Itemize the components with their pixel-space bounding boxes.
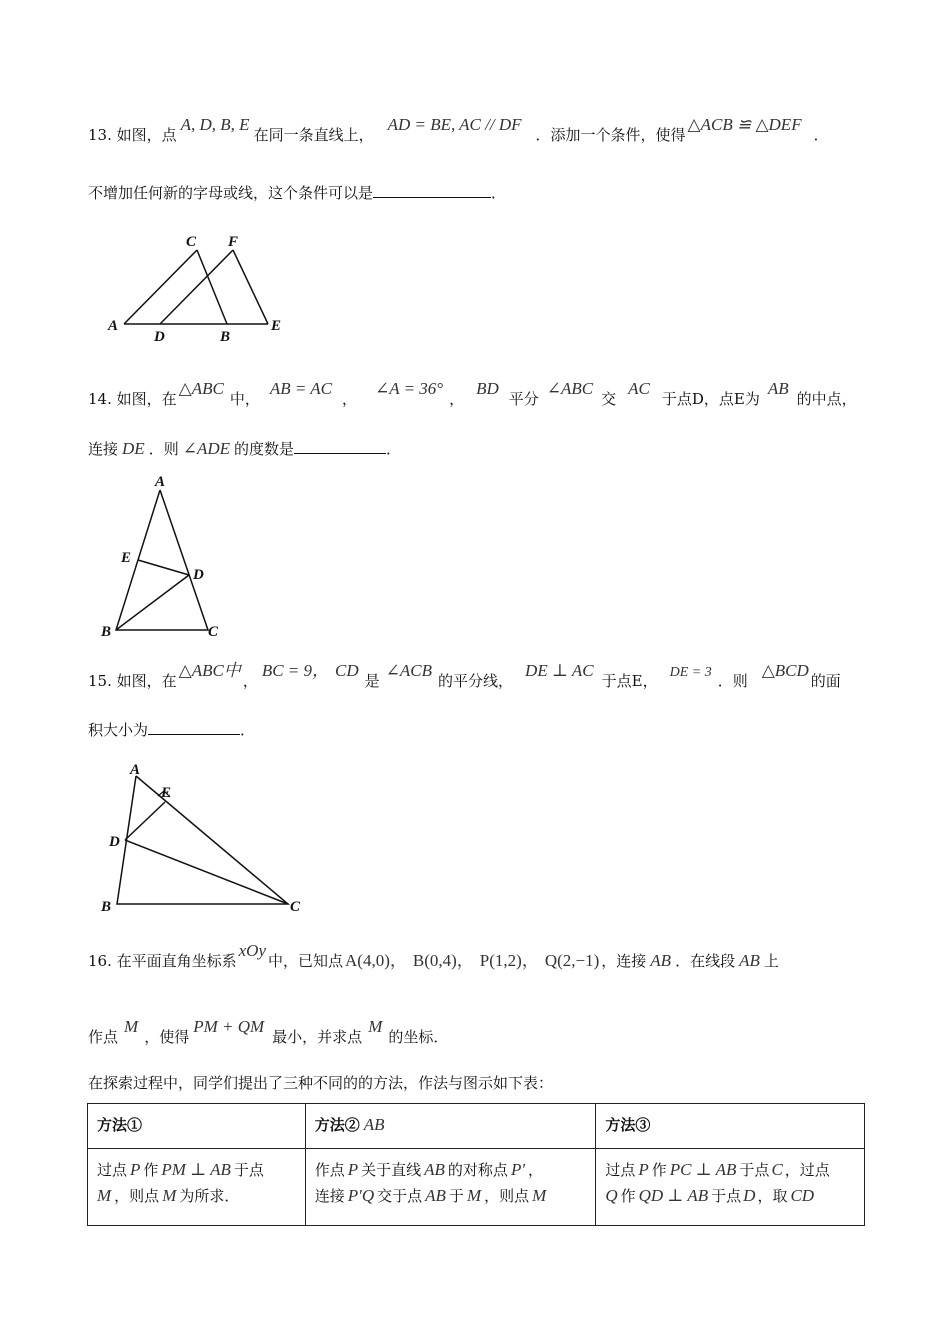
q13-figure xyxy=(100,228,300,348)
q16-text-min: 最小，并求点 xyxy=(272,1028,363,1046)
q13-line2 xyxy=(88,180,506,206)
m3-m2: PC ⊥ AB xyxy=(669,1160,737,1179)
m2-m6: AB xyxy=(425,1186,446,1205)
method1-label: 方法① xyxy=(97,1116,143,1134)
m3-t6: 于点 xyxy=(711,1187,742,1205)
q15-text-then: ．则 xyxy=(717,672,748,690)
q15-figure xyxy=(96,758,316,920)
q14-number: 14. 如图，在 xyxy=(88,390,177,408)
method2-ab: AB xyxy=(363,1115,385,1134)
q13-text-add: ．添加一个条件，使得 xyxy=(535,126,686,144)
q15-answer-blank[interactable] xyxy=(148,720,240,735)
m2-m5: P′Q xyxy=(347,1186,375,1205)
m1-t2: 作 xyxy=(143,1161,159,1179)
label-A: A xyxy=(130,762,141,778)
m1-t1: 过点 xyxy=(97,1161,128,1179)
q13-answer-blank[interactable] xyxy=(373,183,491,198)
m1-t4: ，则点 xyxy=(114,1187,160,1205)
q14-period: ． xyxy=(386,440,402,458)
q15-text-area: 的面 xyxy=(810,672,841,690)
q14-text-mid: 的中点， xyxy=(796,390,857,408)
q15-bc: BC = 9， xyxy=(261,661,330,680)
m3-m1: P xyxy=(638,1160,649,1179)
q15-text-is: 是 xyxy=(364,672,380,690)
q14-de: DE xyxy=(122,439,145,458)
m3-m7: CD xyxy=(790,1186,815,1205)
q14-text-point: 于点D，点E为 xyxy=(661,390,760,408)
q14-ac: AC xyxy=(628,379,650,398)
q16-text-shide: ，使得 xyxy=(144,1028,190,1046)
q16-point-q: Q(2,−1) xyxy=(544,951,600,970)
q15-number: 15. 如图，在 xyxy=(88,672,177,690)
m2-t7: 于 xyxy=(448,1187,464,1205)
m2-m3: P′ xyxy=(510,1160,526,1179)
q14-angle-ade: ∠ADE xyxy=(182,439,230,458)
m3-t2: 作 xyxy=(651,1161,667,1179)
q16-line1 xyxy=(88,941,779,978)
q14-comma: ， xyxy=(341,390,357,408)
label-B: B xyxy=(101,624,112,640)
method1-header xyxy=(88,1104,306,1149)
label-F: F xyxy=(228,234,239,250)
q14-text-connect: 连接 xyxy=(88,440,119,458)
q15-text-at: 于点E， xyxy=(601,672,658,690)
m1-m1: P xyxy=(130,1160,141,1179)
q16-text-zuodian: 作点 xyxy=(88,1028,119,1046)
m3-m5: QD ⊥ AB xyxy=(638,1186,709,1205)
q15-triangle-bcd: △BCD xyxy=(761,661,809,680)
m2-t8: ，则点 xyxy=(484,1187,530,1205)
q14-bd: BD xyxy=(476,379,499,398)
q14-text-deg: 的度数是 xyxy=(234,440,295,458)
q16-intro: 在探索过程中，同学们提出了三种不同的的方法，作法与图示如下表： xyxy=(88,1074,554,1092)
q16-point-p: P(1,2)， xyxy=(479,951,539,970)
q15-line1 xyxy=(88,661,841,698)
q14-angle-a: ∠A = 36° xyxy=(375,379,444,398)
m2-m8: M xyxy=(532,1186,547,1205)
m2-t5: 连接 xyxy=(314,1187,345,1205)
q16-m2: M xyxy=(368,1017,383,1036)
q14-text-bisect: 平分 xyxy=(508,390,539,408)
q13-number: 13. 如图，点 xyxy=(88,126,177,144)
q13-points: A, D, B, E xyxy=(180,115,250,134)
q16-text-coord: 的坐标． xyxy=(388,1028,449,1046)
m2-m2: AB xyxy=(424,1160,445,1179)
label-C: C xyxy=(290,899,301,915)
q14-text-jiao: 交 xyxy=(601,390,617,408)
q13-condition: AD = BE, AC // DF xyxy=(387,115,522,134)
label-A: A xyxy=(108,318,119,334)
m3-m4: Q xyxy=(605,1186,618,1205)
m3-t5: 作 xyxy=(620,1187,636,1205)
m3-t7: ，取 xyxy=(757,1187,788,1205)
m1-t5: 为所求． xyxy=(179,1187,240,1205)
m1-m3: M xyxy=(97,1186,112,1205)
m3-m6: D xyxy=(743,1186,756,1205)
q15-text-bis: 的平分线， xyxy=(438,672,514,690)
q13-congruence: △ACB ≌ △DEF xyxy=(687,115,802,134)
method2-header xyxy=(305,1104,596,1149)
q14-equal-sides: AB = AC xyxy=(269,379,332,398)
methods-header-row xyxy=(88,1104,865,1149)
method1-cell xyxy=(88,1149,306,1226)
q15-de-length: DE = 3 xyxy=(669,665,712,680)
m3-t1: 过点 xyxy=(605,1161,636,1179)
q15-triangle: △ABC中 xyxy=(178,661,241,680)
label-C: C xyxy=(186,234,197,250)
q16-m: M xyxy=(124,1017,139,1036)
methods-body-row xyxy=(88,1149,865,1226)
method3-header xyxy=(596,1104,865,1149)
m1-m4: M xyxy=(162,1186,177,1205)
q14-figure xyxy=(96,470,236,642)
method2-cell xyxy=(305,1149,596,1226)
m1-t3: 于点 xyxy=(233,1161,264,1179)
m3-m3: C xyxy=(771,1160,783,1179)
q14-line1 xyxy=(88,379,857,416)
q14-text: 中， xyxy=(229,390,260,408)
q16-line2 xyxy=(88,1017,449,1054)
label-D: D xyxy=(193,567,204,583)
q13-period: ． xyxy=(813,126,829,144)
q14-line2 xyxy=(88,434,401,464)
q15-perpendicular: DE ⊥ AC xyxy=(525,661,594,680)
q15-angle-acb: ∠ACB xyxy=(385,661,433,680)
m2-t3: 的对称点 xyxy=(447,1161,508,1179)
label-E: E xyxy=(271,318,282,334)
q14-triangle: △ABC xyxy=(178,379,224,398)
q16-ab: AB xyxy=(650,951,672,970)
q16-sum: PM + QM xyxy=(193,1017,265,1036)
q15-period: ． xyxy=(240,721,256,739)
q15-question: 积大小为 xyxy=(88,721,149,739)
label-A: A xyxy=(155,474,166,490)
label-B: B xyxy=(101,899,112,915)
q16-number: 16. 在平面直角坐标系 xyxy=(88,952,237,970)
m2-m1: P xyxy=(347,1160,359,1179)
label-E: E xyxy=(121,550,132,566)
q14-answer-blank[interactable] xyxy=(294,439,386,454)
q16-text-in: 中，已知点 xyxy=(268,952,344,970)
q13-text: 在同一条直线上， xyxy=(253,126,374,144)
q16-text-on: ．在线段 xyxy=(675,952,736,970)
q13-period2: ． xyxy=(491,184,507,202)
q16-point-b: B(0,4)， xyxy=(412,951,474,970)
q15-cd: CD xyxy=(335,661,359,680)
m2-t4: ， xyxy=(528,1161,544,1179)
label-D: D xyxy=(109,834,120,850)
methods-table xyxy=(87,1103,865,1226)
q16-ab2: AB xyxy=(739,951,760,970)
q13-line1 xyxy=(88,115,829,152)
q15-line2 xyxy=(88,717,255,743)
q14-text-then: ．则 xyxy=(148,440,179,458)
m1-m2: PM ⊥ AB xyxy=(161,1160,231,1179)
q16-xoy: xOy xyxy=(238,941,266,960)
q16-point-a: A(4,0)， xyxy=(345,951,407,970)
q16-text-shang: 上 xyxy=(763,952,779,970)
q15-comma: ， xyxy=(242,672,258,690)
q13-question: 不增加任何新的字母或线，这个条件可以是 xyxy=(88,184,374,202)
label-D: D xyxy=(154,329,165,345)
m2-m7: M xyxy=(466,1186,482,1205)
method3-cell xyxy=(596,1149,865,1226)
label-E: E xyxy=(161,785,172,801)
m3-t4: ，过点 xyxy=(784,1161,830,1179)
m2-t2: 关于直线 xyxy=(361,1161,422,1179)
method3-label: 方法③ xyxy=(605,1116,651,1134)
m2-t1: 作点 xyxy=(314,1161,345,1179)
label-C: C xyxy=(208,624,219,640)
q14-ab: AB xyxy=(767,379,789,398)
label-B: B xyxy=(220,329,231,345)
method2-label: 方法② xyxy=(314,1116,360,1134)
m3-t3: 于点 xyxy=(739,1161,770,1179)
m2-t6: 交于点 xyxy=(377,1187,423,1205)
q14-angle-abc: ∠ABC xyxy=(546,379,594,398)
q14-comma2: ， xyxy=(449,390,465,408)
q16-text-connect: ，连接 xyxy=(601,952,647,970)
